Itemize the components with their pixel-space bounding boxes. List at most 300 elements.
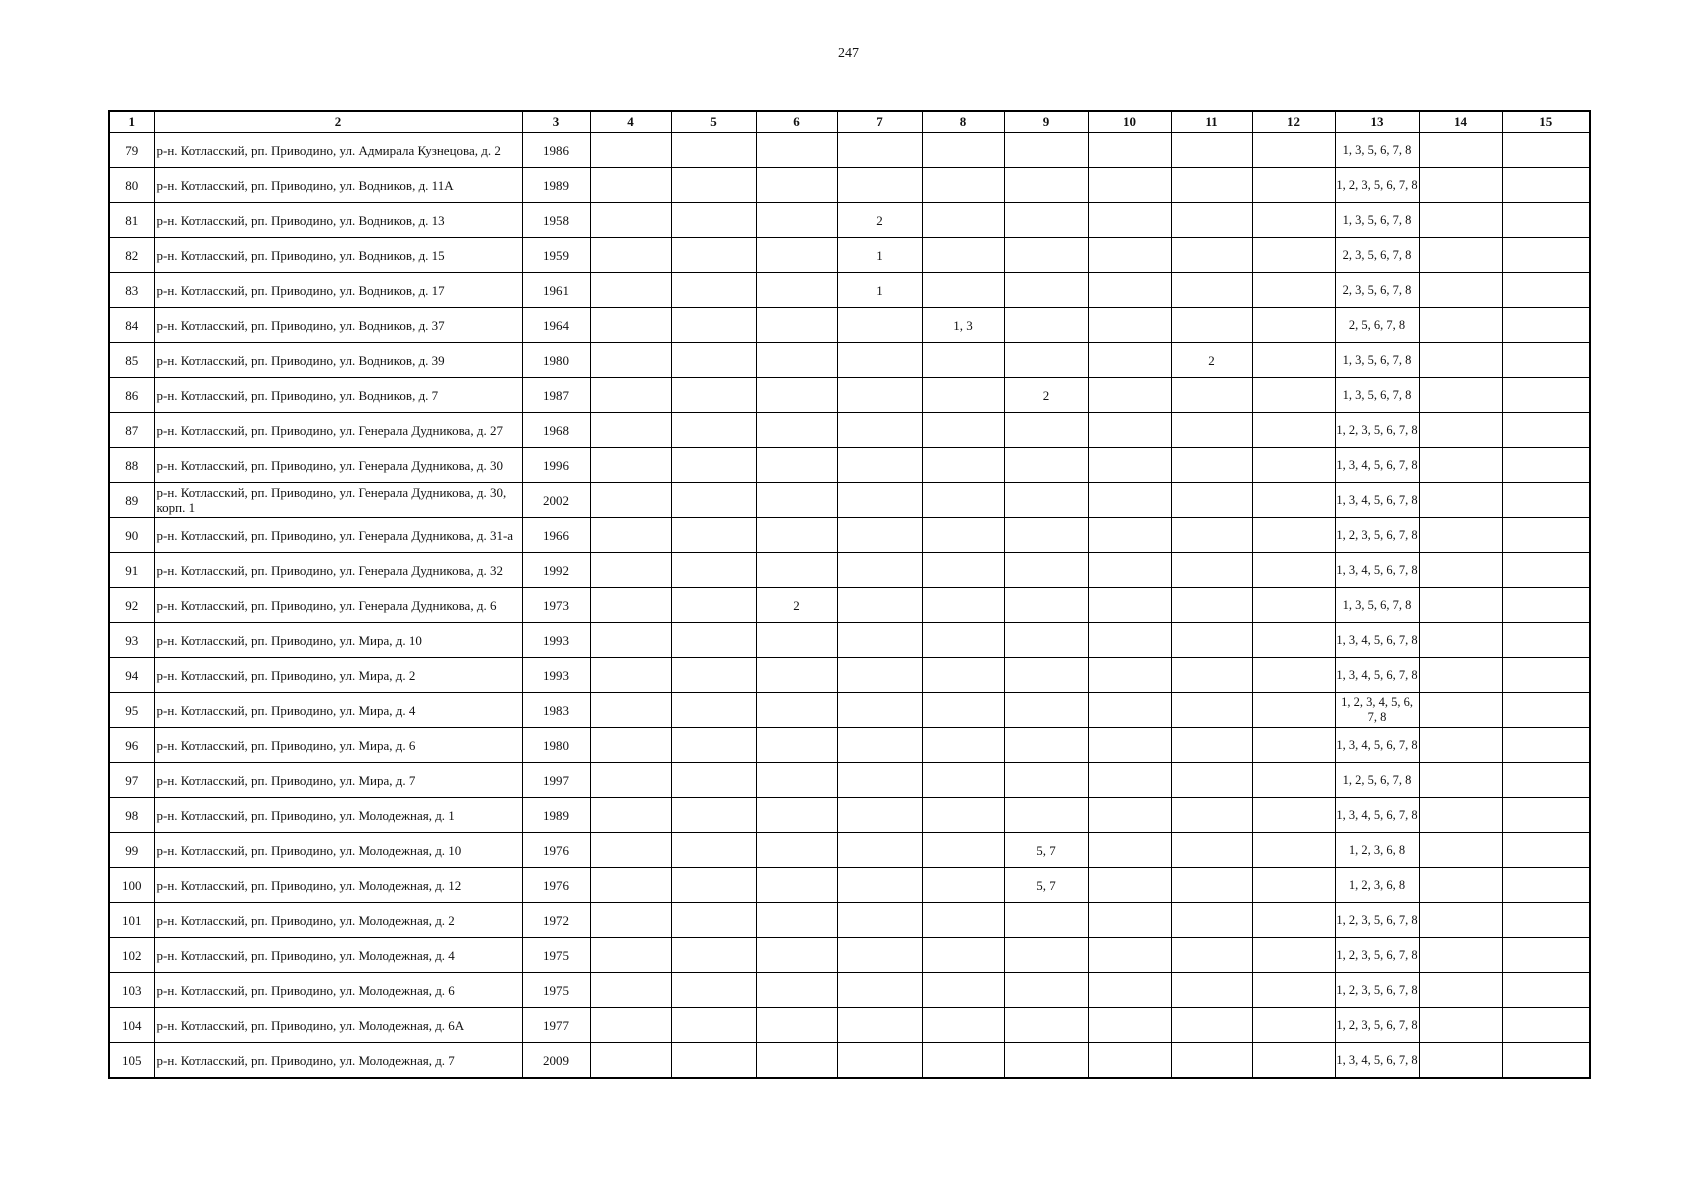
cell-col-14 (1419, 203, 1502, 238)
cell-col-5 (671, 693, 756, 728)
cell-col-7 (837, 343, 922, 378)
cell-col-4 (590, 273, 671, 308)
cell-col-4 (590, 903, 671, 938)
cell-col-13: 1, 3, 5, 6, 7, 8 (1335, 588, 1419, 623)
cell-col-9 (1004, 693, 1088, 728)
cell-address: р-н. Котласский, рп. Приводино, ул. Мира, д. 2 (154, 658, 522, 693)
cell-col-6 (756, 343, 837, 378)
cell-col-11 (1171, 693, 1252, 728)
cell-col-4 (590, 308, 671, 343)
cell-row-number: 93 (109, 623, 154, 658)
cell-col-9 (1004, 938, 1088, 973)
cell-row-number: 91 (109, 553, 154, 588)
cell-year-built: 1980 (522, 343, 590, 378)
cell-year-built: 1968 (522, 413, 590, 448)
cell-col-5 (671, 623, 756, 658)
cell-col-9 (1004, 413, 1088, 448)
cell-col-8 (922, 483, 1004, 518)
cell-col-11 (1171, 413, 1252, 448)
cell-col-12 (1252, 903, 1335, 938)
cell-address: р-н. Котласский, рп. Приводино, ул. Адмирала Кузнецова, д. 2 (154, 133, 522, 168)
cell-year-built: 1972 (522, 903, 590, 938)
cell-col-12 (1252, 623, 1335, 658)
cell-col-8: 1, 3 (922, 308, 1004, 343)
cell-col-12 (1252, 798, 1335, 833)
column-header-5: 5 (671, 111, 756, 133)
cell-col-9 (1004, 133, 1088, 168)
cell-row-number: 95 (109, 693, 154, 728)
cell-col-6 (756, 238, 837, 273)
cell-col-14 (1419, 588, 1502, 623)
column-header-12: 12 (1252, 111, 1335, 133)
cell-col-4 (590, 238, 671, 273)
cell-col-13: 1, 2, 3, 5, 6, 7, 8 (1335, 168, 1419, 203)
cell-col-4 (590, 518, 671, 553)
cell-col-13: 1, 2, 3, 4, 5, 6, 7, 8 (1335, 693, 1419, 728)
cell-col-12 (1252, 448, 1335, 483)
cell-col-8 (922, 868, 1004, 903)
cell-address: р-н. Котласский, рп. Приводино, ул. Мира, д. 4 (154, 693, 522, 728)
cell-col-11 (1171, 308, 1252, 343)
table-row (109, 133, 1590, 168)
cell-col-6 (756, 483, 837, 518)
cell-col-9 (1004, 1043, 1088, 1079)
cell-col-9 (1004, 623, 1088, 658)
cell-col-7 (837, 413, 922, 448)
cell-col-12 (1252, 308, 1335, 343)
cell-col-14 (1419, 973, 1502, 1008)
cell-col-15 (1502, 448, 1590, 483)
cell-address: р-н. Котласский, рп. Приводино, ул. Водников, д. 39 (154, 343, 522, 378)
table-header-row (109, 111, 1590, 133)
cell-col-7 (837, 658, 922, 693)
cell-address: р-н. Котласский, рп. Приводино, ул. Водников, д. 11А (154, 168, 522, 203)
cell-col-4 (590, 623, 671, 658)
cell-col-5 (671, 203, 756, 238)
cell-col-15 (1502, 833, 1590, 868)
table-row (109, 1008, 1590, 1043)
cell-col-6 (756, 798, 837, 833)
cell-col-11 (1171, 1008, 1252, 1043)
cell-col-15 (1502, 763, 1590, 798)
cell-col-11 (1171, 238, 1252, 273)
cell-row-number: 89 (109, 483, 154, 518)
cell-year-built: 1987 (522, 378, 590, 413)
cell-col-8 (922, 1043, 1004, 1079)
cell-row-number: 88 (109, 448, 154, 483)
cell-col-4 (590, 798, 671, 833)
cell-col-9 (1004, 238, 1088, 273)
cell-col-11 (1171, 378, 1252, 413)
cell-col-5 (671, 343, 756, 378)
column-header-6: 6 (756, 111, 837, 133)
cell-col-13: 1, 3, 5, 6, 7, 8 (1335, 133, 1419, 168)
cell-col-6 (756, 903, 837, 938)
cell-col-6 (756, 728, 837, 763)
cell-year-built: 1997 (522, 763, 590, 798)
table-row (109, 483, 1590, 518)
cell-col-15 (1502, 553, 1590, 588)
table-row (109, 868, 1590, 903)
cell-col-15 (1502, 973, 1590, 1008)
cell-col-12 (1252, 133, 1335, 168)
cell-col-12 (1252, 763, 1335, 798)
table-row (109, 623, 1590, 658)
cell-col-8 (922, 168, 1004, 203)
column-header-10: 10 (1088, 111, 1171, 133)
cell-col-7 (837, 308, 922, 343)
table-row (109, 553, 1590, 588)
cell-col-12 (1252, 973, 1335, 1008)
cell-col-5 (671, 1008, 756, 1043)
cell-address: р-н. Котласский, рп. Приводино, ул. Молодежная, д. 1 (154, 798, 522, 833)
cell-col-11 (1171, 553, 1252, 588)
cell-col-5 (671, 763, 756, 798)
cell-col-8 (922, 343, 1004, 378)
table-row (109, 588, 1590, 623)
cell-col-9 (1004, 728, 1088, 763)
cell-col-13: 1, 2, 3, 5, 6, 7, 8 (1335, 973, 1419, 1008)
cell-col-8 (922, 1008, 1004, 1043)
cell-col-15 (1502, 133, 1590, 168)
cell-col-10 (1088, 238, 1171, 273)
cell-col-10 (1088, 728, 1171, 763)
cell-address: р-н. Котласский, рп. Приводино, ул. Водников, д. 15 (154, 238, 522, 273)
cell-col-7 (837, 378, 922, 413)
cell-col-5 (671, 483, 756, 518)
cell-col-12 (1252, 238, 1335, 273)
cell-col-13: 1, 3, 4, 5, 6, 7, 8 (1335, 553, 1419, 588)
cell-col-14 (1419, 483, 1502, 518)
table-row (109, 343, 1590, 378)
cell-col-8 (922, 623, 1004, 658)
cell-col-8 (922, 693, 1004, 728)
cell-col-4 (590, 693, 671, 728)
cell-col-14 (1419, 833, 1502, 868)
cell-col-9 (1004, 343, 1088, 378)
cell-col-6 (756, 973, 837, 1008)
cell-col-9 (1004, 973, 1088, 1008)
cell-row-number: 80 (109, 168, 154, 203)
cell-col-6: 2 (756, 588, 837, 623)
cell-col-15 (1502, 308, 1590, 343)
cell-col-7 (837, 588, 922, 623)
cell-col-15 (1502, 658, 1590, 693)
cell-col-12 (1252, 483, 1335, 518)
cell-year-built: 1996 (522, 448, 590, 483)
cell-col-4 (590, 413, 671, 448)
cell-col-8 (922, 273, 1004, 308)
cell-col-10 (1088, 1043, 1171, 1079)
cell-row-number: 83 (109, 273, 154, 308)
cell-address: р-н. Котласский, рп. Приводино, ул. Молодежная, д. 7 (154, 1043, 522, 1079)
cell-col-4 (590, 203, 671, 238)
cell-col-15 (1502, 483, 1590, 518)
cell-col-6 (756, 273, 837, 308)
cell-col-14 (1419, 413, 1502, 448)
cell-col-15 (1502, 168, 1590, 203)
cell-col-14 (1419, 238, 1502, 273)
cell-col-8 (922, 658, 1004, 693)
table-row (109, 658, 1590, 693)
cell-col-15 (1502, 868, 1590, 903)
cell-col-14 (1419, 553, 1502, 588)
cell-col-6 (756, 168, 837, 203)
cell-col-5 (671, 168, 756, 203)
cell-year-built: 1993 (522, 623, 590, 658)
table-row (109, 728, 1590, 763)
cell-col-8 (922, 763, 1004, 798)
cell-col-4 (590, 168, 671, 203)
cell-col-7 (837, 763, 922, 798)
cell-col-10 (1088, 413, 1171, 448)
table-row (109, 763, 1590, 798)
cell-col-14 (1419, 343, 1502, 378)
cell-address: р-н. Котласский, рп. Приводино, ул. Молодежная, д. 4 (154, 938, 522, 973)
cell-col-8 (922, 833, 1004, 868)
table-row (109, 448, 1590, 483)
cell-row-number: 101 (109, 903, 154, 938)
cell-year-built: 1983 (522, 693, 590, 728)
cell-year-built: 1992 (522, 553, 590, 588)
cell-col-9 (1004, 763, 1088, 798)
cell-address: р-н. Котласский, рп. Приводино, ул. Мира, д. 7 (154, 763, 522, 798)
cell-col-8 (922, 973, 1004, 1008)
cell-col-10 (1088, 763, 1171, 798)
cell-col-13: 1, 3, 5, 6, 7, 8 (1335, 203, 1419, 238)
cell-col-11 (1171, 868, 1252, 903)
column-header-7: 7 (837, 111, 922, 133)
cell-col-11 (1171, 798, 1252, 833)
cell-col-5 (671, 518, 756, 553)
cell-year-built: 1975 (522, 938, 590, 973)
cell-col-7 (837, 1008, 922, 1043)
cell-col-7 (837, 798, 922, 833)
cell-col-13: 1, 2, 5, 6, 7, 8 (1335, 763, 1419, 798)
cell-row-number: 82 (109, 238, 154, 273)
cell-col-12 (1252, 273, 1335, 308)
cell-col-5 (671, 308, 756, 343)
cell-address: р-н. Котласский, рп. Приводино, ул. Генерала Дудникова, д. 30 (154, 448, 522, 483)
cell-col-9 (1004, 308, 1088, 343)
cell-address: р-н. Котласский, рп. Приводино, ул. Водников, д. 37 (154, 308, 522, 343)
cell-row-number: 98 (109, 798, 154, 833)
cell-address: р-н. Котласский, рп. Приводино, ул. Водников, д. 7 (154, 378, 522, 413)
cell-year-built: 1993 (522, 658, 590, 693)
cell-col-13: 2, 5, 6, 7, 8 (1335, 308, 1419, 343)
column-header-3: 3 (522, 111, 590, 133)
cell-row-number: 85 (109, 343, 154, 378)
cell-col-14 (1419, 448, 1502, 483)
cell-year-built: 1966 (522, 518, 590, 553)
cell-col-10 (1088, 168, 1171, 203)
cell-col-7 (837, 168, 922, 203)
column-header-2: 2 (154, 111, 522, 133)
cell-col-6 (756, 833, 837, 868)
column-header-15: 15 (1502, 111, 1590, 133)
cell-row-number: 100 (109, 868, 154, 903)
cell-col-12 (1252, 693, 1335, 728)
cell-col-11 (1171, 133, 1252, 168)
cell-col-7: 1 (837, 238, 922, 273)
cell-row-number: 84 (109, 308, 154, 343)
cell-col-14 (1419, 623, 1502, 658)
cell-col-12 (1252, 168, 1335, 203)
cell-col-13: 1, 2, 3, 6, 8 (1335, 868, 1419, 903)
cell-col-5 (671, 1043, 756, 1079)
table-row (109, 903, 1590, 938)
cell-col-6 (756, 133, 837, 168)
table-row (109, 168, 1590, 203)
cell-col-9 (1004, 798, 1088, 833)
cell-address: р-н. Котласский, рп. Приводино, ул. Молодежная, д. 6А (154, 1008, 522, 1043)
cell-col-7 (837, 1043, 922, 1079)
cell-col-13: 1, 2, 3, 5, 6, 7, 8 (1335, 938, 1419, 973)
cell-col-11 (1171, 483, 1252, 518)
cell-col-7 (837, 448, 922, 483)
cell-col-4 (590, 833, 671, 868)
cell-year-built: 1976 (522, 833, 590, 868)
cell-col-10 (1088, 133, 1171, 168)
cell-col-11 (1171, 448, 1252, 483)
cell-col-7: 1 (837, 273, 922, 308)
cell-col-14 (1419, 938, 1502, 973)
cell-col-5 (671, 868, 756, 903)
cell-col-4 (590, 588, 671, 623)
cell-col-8 (922, 203, 1004, 238)
cell-col-9 (1004, 658, 1088, 693)
cell-col-13: 1, 3, 4, 5, 6, 7, 8 (1335, 658, 1419, 693)
cell-col-4 (590, 728, 671, 763)
cell-col-5 (671, 133, 756, 168)
cell-col-13: 1, 3, 5, 6, 7, 8 (1335, 378, 1419, 413)
cell-col-9 (1004, 203, 1088, 238)
cell-col-9: 2 (1004, 378, 1088, 413)
cell-col-11 (1171, 833, 1252, 868)
cell-col-13: 1, 3, 4, 5, 6, 7, 8 (1335, 623, 1419, 658)
cell-col-15 (1502, 378, 1590, 413)
cell-col-10 (1088, 798, 1171, 833)
cell-col-10 (1088, 518, 1171, 553)
cell-year-built: 1975 (522, 973, 590, 1008)
cell-address: р-н. Котласский, рп. Приводино, ул. Водников, д. 13 (154, 203, 522, 238)
cell-col-10 (1088, 938, 1171, 973)
cell-col-9 (1004, 168, 1088, 203)
cell-col-11 (1171, 763, 1252, 798)
cell-col-11 (1171, 588, 1252, 623)
cell-col-4 (590, 938, 671, 973)
cell-col-11: 2 (1171, 343, 1252, 378)
cell-col-8 (922, 448, 1004, 483)
table-row (109, 518, 1590, 553)
cell-col-6 (756, 518, 837, 553)
cell-col-4 (590, 378, 671, 413)
building-registry-table (108, 110, 1591, 1079)
cell-col-5 (671, 973, 756, 1008)
cell-col-9 (1004, 518, 1088, 553)
cell-row-number: 105 (109, 1043, 154, 1079)
cell-year-built: 1980 (522, 728, 590, 763)
cell-col-6 (756, 553, 837, 588)
cell-col-11 (1171, 973, 1252, 1008)
column-header-13: 13 (1335, 111, 1419, 133)
cell-col-10 (1088, 448, 1171, 483)
cell-col-5 (671, 903, 756, 938)
cell-col-11 (1171, 1043, 1252, 1079)
cell-col-12 (1252, 588, 1335, 623)
cell-address: р-н. Котласский, рп. Приводино, ул. Водников, д. 17 (154, 273, 522, 308)
column-header-8: 8 (922, 111, 1004, 133)
cell-col-8 (922, 413, 1004, 448)
table-row (109, 378, 1590, 413)
column-header-4: 4 (590, 111, 671, 133)
cell-row-number: 94 (109, 658, 154, 693)
cell-col-7: 2 (837, 203, 922, 238)
cell-year-built: 1986 (522, 133, 590, 168)
page-number: 247 (838, 46, 859, 61)
cell-col-8 (922, 518, 1004, 553)
cell-col-14 (1419, 728, 1502, 763)
cell-row-number: 103 (109, 973, 154, 1008)
cell-col-6 (756, 203, 837, 238)
cell-col-8 (922, 133, 1004, 168)
cell-row-number: 79 (109, 133, 154, 168)
column-header-1: 1 (109, 111, 154, 133)
cell-year-built: 1961 (522, 273, 590, 308)
cell-year-built: 1973 (522, 588, 590, 623)
cell-col-9: 5, 7 (1004, 833, 1088, 868)
cell-col-15 (1502, 798, 1590, 833)
cell-col-15 (1502, 903, 1590, 938)
cell-col-11 (1171, 273, 1252, 308)
cell-address: р-н. Котласский, рп. Приводино, ул. Молодежная, д. 12 (154, 868, 522, 903)
cell-col-5 (671, 658, 756, 693)
cell-col-12 (1252, 833, 1335, 868)
cell-col-14 (1419, 133, 1502, 168)
cell-row-number: 86 (109, 378, 154, 413)
cell-col-4 (590, 133, 671, 168)
cell-col-6 (756, 623, 837, 658)
table-row (109, 308, 1590, 343)
cell-col-12 (1252, 868, 1335, 903)
cell-col-12 (1252, 553, 1335, 588)
cell-col-7 (837, 553, 922, 588)
cell-col-4 (590, 343, 671, 378)
cell-col-11 (1171, 168, 1252, 203)
cell-col-7 (837, 833, 922, 868)
cell-col-8 (922, 938, 1004, 973)
cell-col-10 (1088, 203, 1171, 238)
cell-col-7 (837, 938, 922, 973)
cell-col-15 (1502, 343, 1590, 378)
cell-col-10 (1088, 868, 1171, 903)
cell-col-14 (1419, 903, 1502, 938)
cell-col-4 (590, 553, 671, 588)
cell-col-5 (671, 588, 756, 623)
cell-col-10 (1088, 833, 1171, 868)
cell-col-14 (1419, 273, 1502, 308)
cell-col-14 (1419, 518, 1502, 553)
cell-col-10 (1088, 973, 1171, 1008)
cell-col-7 (837, 868, 922, 903)
cell-col-6 (756, 763, 837, 798)
cell-col-5 (671, 273, 756, 308)
cell-col-11 (1171, 728, 1252, 763)
table-row (109, 938, 1590, 973)
cell-col-15 (1502, 588, 1590, 623)
cell-col-5 (671, 378, 756, 413)
cell-col-8 (922, 798, 1004, 833)
